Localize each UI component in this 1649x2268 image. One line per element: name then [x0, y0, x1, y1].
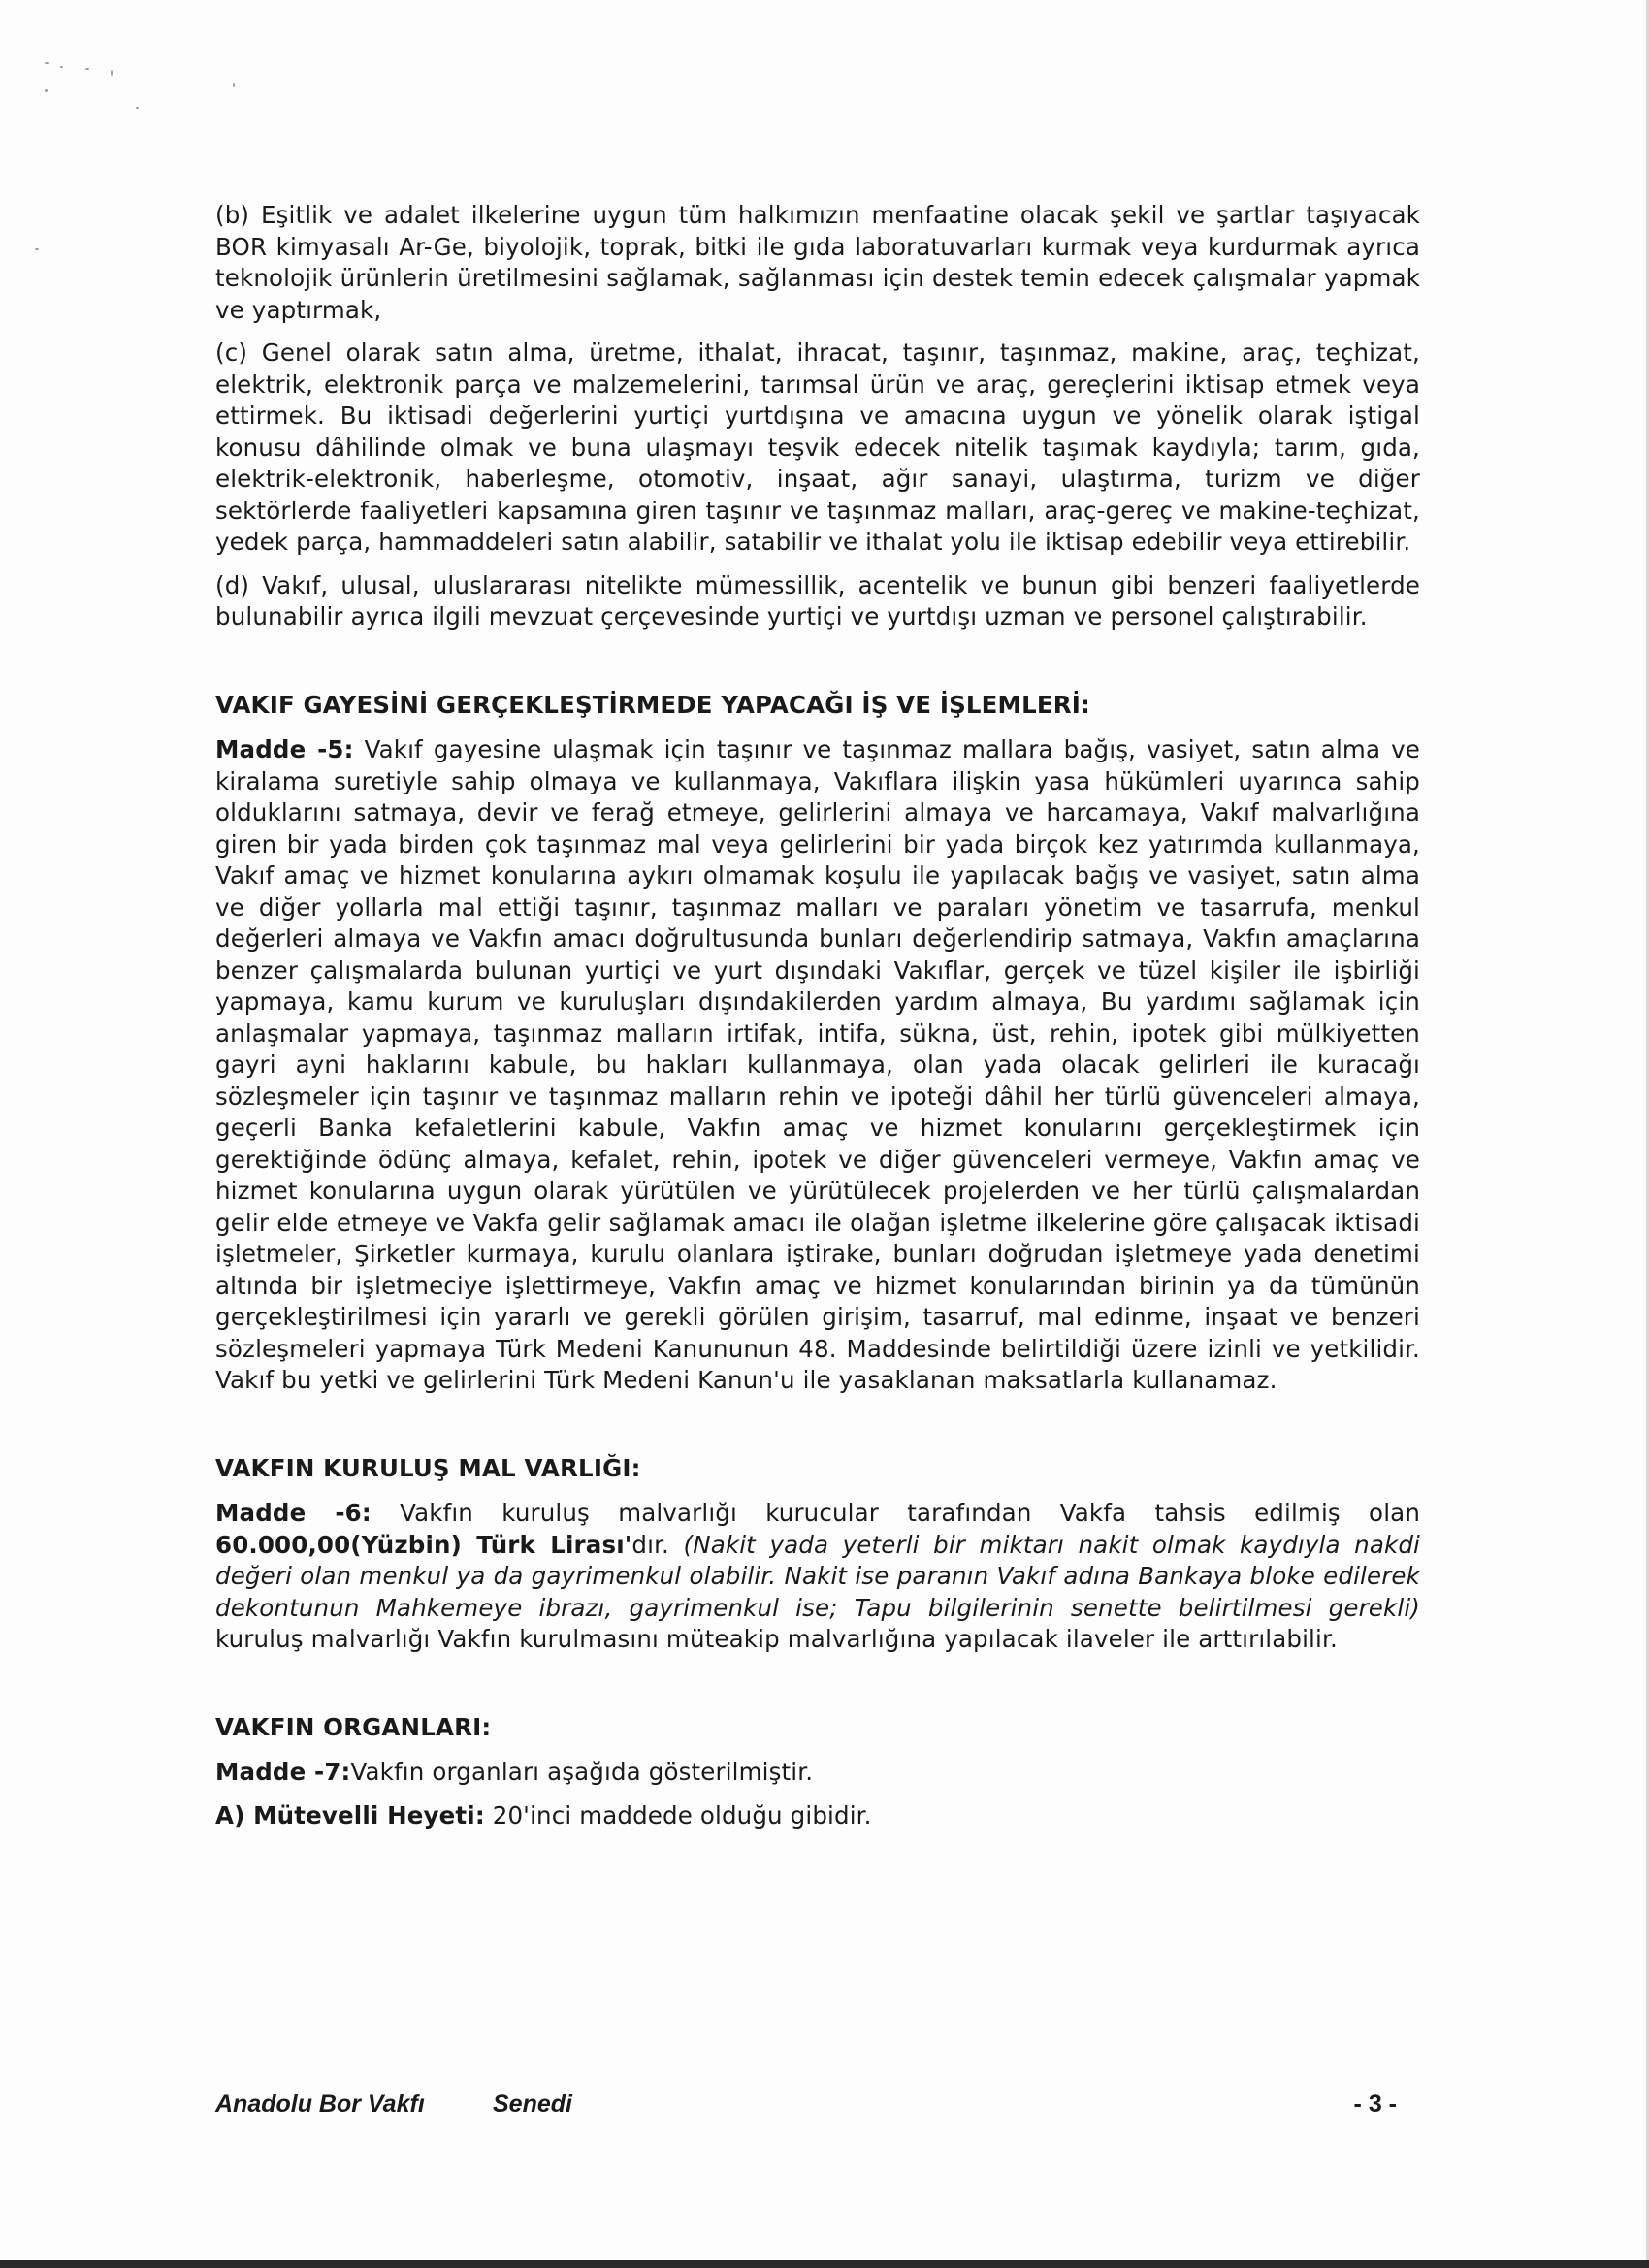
- article-6-text-a: Vakfın kuruluş malvarlığı kurucular tarafından Vakfa tahsis edilmiş olan: [371, 1499, 1420, 1527]
- paragraph-b: (b) Eşitlik ve adalet ilkelerine uygun tüm halkımızın menfaatine olacak şekil ve şartlar taşıyacak BOR kimyasalı Ar-Ge, biyolojik, toprak, bitki ile gıda laboratuvarları kurmak veya kurdurmak ayrıca teknolojik ürünlerin üretilmesini sağlamak, sağlanması için destek temin edecek çalışmalar yapmak ve yaptırmak,: [215, 201, 1420, 324]
- article-5: [215, 734, 1420, 1397]
- article-7-label: Madde -7:: [215, 1758, 351, 1786]
- article-6: [215, 1498, 1420, 1656]
- scan-edge-bottom: [0, 2260, 1649, 2268]
- page-number: - 3 -: [1353, 2090, 1397, 2118]
- scan-speck: [85, 68, 89, 70]
- footer-foundation-name: Anadolu Bor Vakfı: [215, 2090, 425, 2118]
- article-5-label: Madde -5:: [215, 735, 354, 763]
- paragraph-c: (c) Genel olarak satın alma, üretme, ithalat, ihracat, taşınır, taşınmaz, makine, araç, teçhizat, elektrik, elektronik parça ve malzemelerini, tarımsal ürün ve araç, gereçlerini iktisap etmek veya ettirmek. Bu iktisadi değerlerini yurtiçi yurtdışına ve amacına uygun ve yönelik olarak iştigal konusu dâhilinde olmak ve buna ulaşmayı teşvik edecek nitelik taşımak kaydıyla; tarım, gıda, elektrik-elektronik, haberleşme, otomotiv, inşaat, ağır sanayi, ulaştırma, turizm ve diğer sektörlerde faaliyetleri kapsamına giren taşınır ve taşınmaz malları, araç-gereç ve makine-teçhizat, yedek parça, hammaddeleri satın alabilir, satabilir ve ithalat yolu ile iktisap edebilir veya ettirebilir.: [215, 339, 1420, 556]
- section-7-heading: VAKFIN ORGANLARI:: [215, 1712, 492, 1741]
- article-6-label: Madde -6:: [215, 1499, 372, 1527]
- article-7: [215, 1757, 1420, 1789]
- article-5-text: Vakıf gayesine ulaşmak için taşınır ve taşınmaz mallara bağış, vasiyet, satın alma ve kiralama suretiyle sahip olmaya ve kullanmaya, Vakıflara ilişkin yasa hükümleri uyarınca sahip olduklarını satmaya, devir ve ferağ etmeye, gelirlerini almaya ve harcamaya, Vakıf malvarlığına giren bir yada birden çok taşınmaz mal veya gelirlerini bir yada birçok kez yatırımda kullanmaya, Vakıf amaç ve hizmet konularına aykırı olmamak koşulu ile yapılacak bağış ve vasiyet, satın alma ve diğer yollarla mal ettiği taşınır, taşınmaz malları ve paraları yönetim ve tasarrufa, menkul değerleri almaya ve Vakfın amacı doğrultusunda bunları değerlendirip satmaya, Vakfın amaçlarına benzer çalışmalarda bulunan yurtiçi ve yurt dışındaki Vakıflar, gerçek ve tüzel kişiler ile işbirliği yapmaya, kamu kurum ve kuruluşları dışındakilerden yardım almaya, Bu yardımı sağlamak için anlaşmalar yapmaya, taşınmaz malların irtifak, intifa, sükna, üst, rehin, ipotek gibi mülkiyetten gayri ayni haklarını kabule, bu hakları kullanmaya, olan yada olacak gelirleri ile kuracağı sözleşmeler için taşınır ve taşınmaz malların rehin ve ipoteği dâhil her türlü güvenceleri almaya, geçerli Banka kefaletlerini kabule, Vakfın amaç ve hizmet konularını gerçekleştirmek için gerektiğinde ödünç almaya, kefalet, rehin, ipotek ve diğer güvenceleri vermeye, Vakfın amaç ve hizmet konularına uygun olarak yürütülen ve yürütülecek projelerden ve her türlü çalışmalardan gelir elde etmeye ve Vakfa gelir sağlamak amacı ile olağan işletme ilkelerine göre çalışacak iktisadi işletmeler, Şirketler kurmaya, kurulu olanlara iştirake, bunları doğrudan işletmeye yada denetimi altında bir işletmeciye işlettirmeye, Vakfın amaç ve hizmet konularından birinin ya da tümünün gerçekleştirilmesi için yararlı ve gerekli görülen girişim, tasarruf, mal edinme, inşaat ve benzeri sözleşmeleri yapmaya Türk Medeni Kanununun 48. Maddesinde belirtildiği üzere izinli ve yetkilidir. Vakıf bu yetki ve gelirlerini Türk Medeni Kanun'u ile yasaklanan maksatlarla kullanamaz.: [215, 735, 1420, 1394]
- scan-speck: [60, 66, 63, 68]
- article-7-item-a-text: 20'inci maddede olduğu gibidir.: [484, 1800, 872, 1830]
- article-7-item-a: [215, 1800, 1420, 1832]
- article-7-text: Vakfın organları aşağıda gösterilmiştir.: [350, 1758, 814, 1786]
- article-7-item-a-label: A) Mütevelli Heyeti:: [215, 1800, 485, 1830]
- scan-speck: [45, 62, 48, 64]
- paragraph-d: (d) Vakıf, ulusal, uluslararası nitelikte mümessillik, acentelik ve bunun gibi benzeri faaliyetlerde bulunabilir ayrıca ilgili mevzuat çerçevesinde yurtiçi ve yurtdışı uzman ve personel çalıştırabilir.: [215, 570, 1420, 631]
- section-5-heading: VAKIF GAYESİNİ GERÇEKLEŞTİRMEDE YAPACAĞI İŞ VE İŞLEMLERİ:: [215, 690, 1090, 719]
- article-6-amount: 60.000,00(Yüzbin) Türk Lirası': [215, 1530, 632, 1559]
- article-6-italic-note: (Nakit yada yeterli bir miktarı nakit olmak kaydıyla nakdi değeri olan menkul ya da gayrimenkul olabilir. Nakit ise paranın Vakıf adına Bankaya bloke edilerek dekontunun Mahkemeye ibrazı, gayrimenkul ise; Tapu bilgilerinin senette belirtilmesi gerekli): [215, 1530, 1420, 1622]
- section-6-heading: VAKFIN KURULUŞ MAL VARLIĞI:: [215, 1453, 641, 1482]
- scan-speck: [45, 89, 48, 92]
- scan-speck: [35, 248, 39, 250]
- document-body: [215, 200, 1420, 1843]
- scan-speck: [233, 83, 235, 87]
- scan-speck: [111, 70, 113, 76]
- scan-speck: [136, 107, 139, 109]
- footer-document-type: Senedi: [493, 2090, 572, 2118]
- article-6-text-b: dır.: [631, 1530, 684, 1559]
- article-6-text-c: kuruluş malvarlığı Vakfın kurulmasını müteakip malvarlığına yapılacak ilaveler ile arttırılabilir.: [215, 1625, 1338, 1653]
